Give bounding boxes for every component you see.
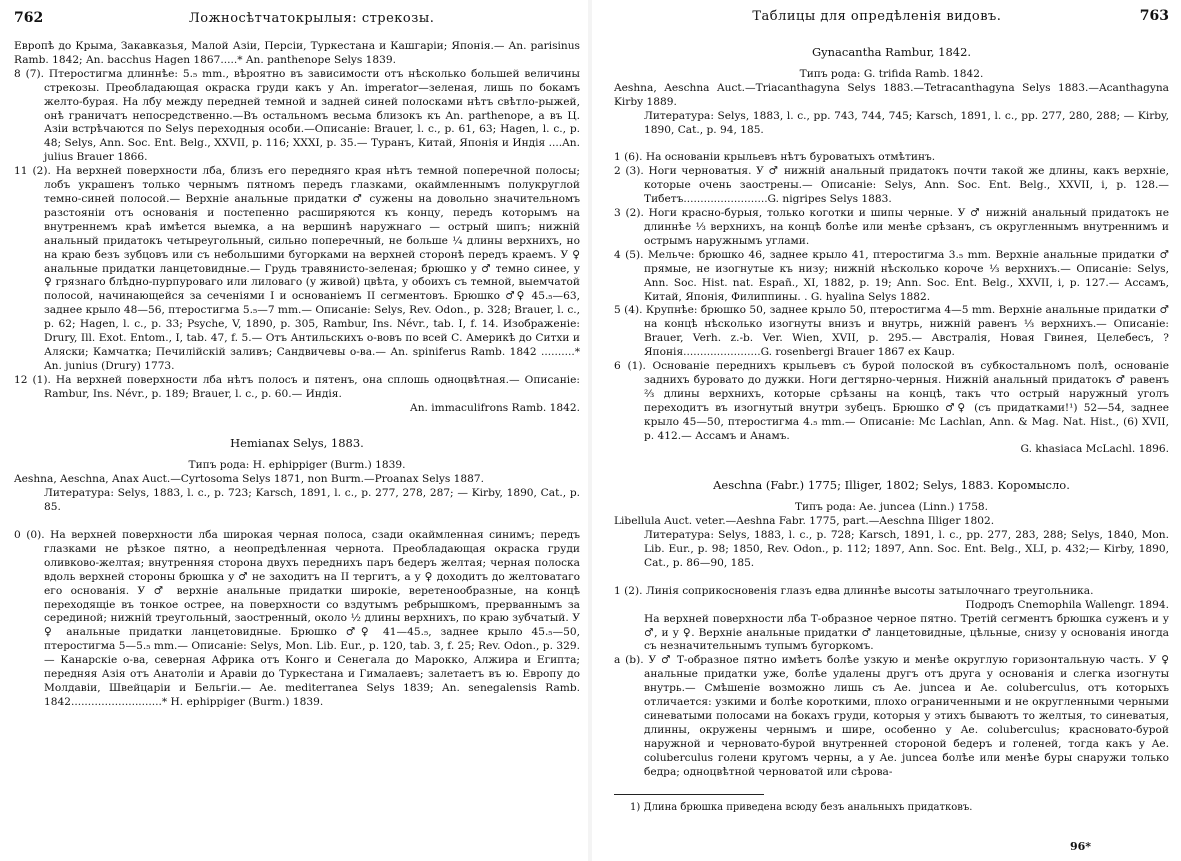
couplet-11: 11 (2). На верхней поверхности лба, близъ его передняго края нѣтъ темной поперечной полосы; лобъ украшенъ только чернымъ пятномъ передъ глазками, окаймленнымъ полукруглой темно-синей полосой.— Верхніе анальные придатки ♂ сужены на довольно значительномъ разстояніи отъ основанія и постепенно расширяются къ концу, передъ которымъ на внутреннемъ краѣ имѣется выемка, а на вершинѣ наружнаго — острый шипъ; нижній анальный придатокъ четыреугольный, сильно поперечный, не больше ¼ длины верхнихъ, но на краю безъ зубцовъ или съ небольшими бугорками на верхней сторонѣ передъ краемъ. У ♀ анальные придатки ланцетовидные.— Грудь травянисто-зеленая; брюшко у ♂ темно синее, у ♀ грязнаго блѣдно-пурпуроваго или лиловаго (у живой) цвѣта, у обоихъ съ темной, выемчатой полосой, начинающейся за сеченіями I и основаніемъ II сегментовъ. Брюшко ♂♀ 45.₅—63, заднее крыло 48—56, птеростигма 5.₅—7 mm.— Описаніе: Selys, Rev. Odon., p. 328; Brauer, l. c., p. 62; Hagen, l. c., p. 33; Psyche, V, 1890, p. 305, Rambur, Ins. Névr., tab. I, f. 14. Изображеніе: Drury, Ill. Exot. Entom., I, tab. 47, f. 5.— Отъ Антильскихъ о-вовъ по всей С. Америкѣ до Ситхи и Аляски; Камчатка; Печилійскій заливъ; Сандвичевы о-ва.— An. spiniferus Ramb. 1842 ..........* An. junius (Drury) 1773.: [14, 165, 580, 372]
couplet-a: a (b). У ♂ Т-образное пятно имѣетъ болѣе узкую и менѣе округлую горизонтальную часть. У ♀ анальные придатки уже, болѣе удалены другъ отъ друга у основанія и слегка изогнуты внутрь.— Смѣшеніе возможно лишь съ Ae. juncea и Ae. coluberculus, отъ которыхъ отличается: узкими и болѣе короткими, плохо ограниченными и не округленными черными синеватыми полосами на бокахъ груди, которыя у этихъ бываютъ то желтыя, то синеватыя, длинны, окружены чернымъ и шире, особенно у Ae. coluberculus; красновато-бурой наружной и черновато-бурой внутренней стороной бедеръ и голеней, тогда какъ у Ae. coluberculus голени кругомъ черны, а у Ae. juncea болѣе или менѣе буры снаружи только бедра; одноцвѣтной черноватой или сѣрова-: [614, 654, 1169, 778]
couplet-2: 2 (3). Ноги черноватыя. У ♂ нижній анальный придатокъ почти такой же длины, какъ верхніе, которые очень заострены.— Описаніе: Selys, Ann. Soc. Ent. Belg., XXVII, i, p. 128.— Тибетъ.........................G. nigripes Selys 1883.: [614, 165, 1169, 206]
text-paragraph: Европѣ до Крыма, Закавказья, Малой Азіи, Персіи, Туркестана и Кашгаріи; Японія.— An. parisinus Ramb. 1842; An. bacchus Hagen 1867.....* An. panthenope Selys 1839.: [14, 40, 580, 66]
genus-literature: Литература: Selys, 1883, l. c., pp. 743, 744, 745; Karsch, 1891, l. c., pp. 277, 280, 288; — Kirby, 1890, Cat., p. 94, 185.: [644, 109, 1169, 136]
signature-mark: 96*: [1069, 840, 1091, 853]
genus-heading-hemianax: Hemianax Selys, 1883.: [230, 436, 364, 451]
genus-literature: Литература: Selys, 1883, l. c., p. 723; Karsch, 1891, l. c., p. 277, 278, 287; — Kirby, 1890, Cat., p. 85.: [44, 487, 580, 514]
right-running-title: Таблицы для опредѣленія видовъ.: [752, 9, 1002, 24]
genus-synonymy: Aeshna, Aeschna Auct.—Triacanthagyna Selys 1883.—Tetracanthagyna Selys 1883.—Acanthagyna Kirby 1889.: [614, 81, 1169, 108]
genus-type: Типъ рода: Ae. juncea (Linn.) 1758.: [794, 501, 989, 514]
footnote-rule: [614, 794, 764, 795]
couplet-1: 1 (2). Линія соприкосновенія глазъ едва длиннѣе высоты затылочнаго треугольника.: [614, 584, 1094, 597]
right-running-head: [614, 8, 1169, 30]
species-name: G. khasiaca McLachl. 1896.: [1020, 443, 1169, 456]
left-page: [0, 0, 590, 861]
couplet-6: 6 (1). Основаніе переднихъ крыльевъ съ бурой полоской въ субкостальномъ полѣ, основаніе заднихъ буровато до дужки. Ноги дегтярно-черныя. Нижній анальный придатокъ ♂ равенъ ⅔ длины верхнихъ, которые срѣзаны на концѣ, такъ что острый наружный уголъ переходитъ въ изогнутый внутри зубецъ. Брюшко ♂♀ (съ придатками!¹) 52—54, заднее крыло 45—50, птеростигма 4.₅ mm.— Описаніе: Mc Lachlan, Ann. & Mag. Nat. Hist., (6) XVII, p. 412.— Ассамъ и Анамъ.: [614, 360, 1169, 442]
right-page: [592, 0, 1181, 861]
couplet-8: 8 (7). Птеростигма длиннѣе: 5.₅ mm., вѣроятно въ зависимости отъ нѣсколько большей величины стрекозы. Преобладающая окраска груди какъ у An. imperator—зеленая, лишь по бокамъ желто-бурая. На лбу между передней темной и задней синей полосками нѣтъ свѣтло-рыжей, онѣ граничатъ непосредственно.—Въ остальномъ весьма близокъ къ An. parthenope, а въ Ц. Азіи встрѣчаются по Selys переходныя особи.—Описаніе: Brauer, l. c., p. 61, 63; Hagen, l. c., p. 48; Selys, Ann. Soc. Ent. Belg., XXVII, p. 116; XXXI, p. 35.— Туранъ, Китай, Японія и Индія ....An. julius Brauer 1866.: [14, 67, 580, 164]
genus-synonymy: Aeshna, Aeschna, Anax Auct.—Cyrtosoma Selys 1871, non Burm.—Proanax Selys 1887.: [14, 473, 484, 486]
species-name: An. immaculifrons Ramb. 1842.: [410, 401, 580, 414]
genus-type: Типъ рода: H. ephippiger (Burm.) 1839.: [188, 459, 406, 472]
couplet-5: 5 (4). Крупнѣе: брюшко 50, заднее крыло 50, птеростигма 4—5 mm. Верхніе анальные придатки ♂ на концѣ нѣсколько изогнуты внизъ и внутрь, нижній равенъ ⅓ верхнихъ.— Описаніе: Brauer, Verh. z.-b. Ver. Wien, XVII, p. 295.— Австралія, Новая Гвинея, Целебесъ, ? Японія.......................G. rosenbergi Brauer 1867 ex Kaup.: [614, 304, 1170, 359]
subgenus-heading: Подродъ Cnemophila Wallengr. 1894.: [965, 598, 1169, 611]
couplet-1: 1 (6). На основаніи крыльевъ нѣтъ буроватыхъ отмѣтинъ.: [614, 151, 936, 164]
left-running-title: Ложносѣтчатокрылыя: стрекозы.: [188, 11, 435, 26]
couplet-3: 3 (2). Ноги красно-бурыя, только коготки и шипы черные. У ♂ нижній анальный придатокъ не длиннѣе ⅓ верхнихъ, на концѣ болѣе или менѣе срѣзанъ, съ округленнымъ внутреннимъ и острымъ наружнымъ углами.: [614, 207, 1169, 247]
genus-heading-aeschna: Aeschna (Fabr.) 1775; Illiger, 1802; Selys, 1883. Коромысло.: [713, 478, 1070, 493]
genus-literature: Литература: Selys, 1883, l. c., p. 728; Karsch, 1891, l. c., pp. 277, 283, 288; Selys, 1840, Mon. Lib. Eur., p. 98; 1850, Rev. Odon., p. 112; 1897, Ann. Soc. Ent. Belg., XLI, p. 432;— Kirby, 1890, Cat., p. 86—90, 185.: [644, 529, 1169, 569]
genus-heading-gynacantha: Gynacantha Rambur, 1842.: [811, 45, 972, 59]
subgenus-description: На верхней поверхности лба Т-образное черное пятно. Третій сегментъ брюшка суженъ и у ♂, и у ♀. Верхніе анальные придатки ♂ ланцетовидные, цѣльные, снизу у основанія иногда съ незначительнымъ тупымъ бугоркомъ.: [644, 612, 1169, 653]
genus-synonymy: Libellula Auct. veter.—Aeshna Fabr. 1775, part.—Aeschna Illiger 1802.: [614, 515, 995, 528]
couplet-12: 12 (1). На верхней поверхности лба нѣтъ полосъ и пятенъ, она сплошь одноцвѣтная.— Описаніе: Rambur, Ins. Névr., p. 189; Brauer, l. c., p. 60.— Индія.: [14, 373, 580, 400]
left-running-head: [14, 10, 580, 32]
footnote: 1) Длина брюшка приведена всюду безъ анальныхъ придатковъ.: [630, 801, 973, 813]
left-page-number: 762: [14, 10, 44, 26]
couplet-4: 4 (5). Мельче: брюшко 46, заднее крыло 41, птеростигма 3.₅ mm. Верхніе анальные придатки ♂ прямые, не изогнутые къ низу; нижній нѣсколько короче ⅓ верхнихъ.— Описаніе: Selys, Ann. Soc. Hist. nat. Españ., XI, 1882, p. 19; Ann. Soc. Ent. Belg., XXVII, i, p. 127.— Ассамъ, Китай, Японія, Филиппины. . G. hyalina Selys 1882.: [614, 248, 1169, 303]
couplet-0: 0 (0). На верхней поверхности лба широкая черная полоса, сзади окаймленная синимъ; передъ глазками не рѣзкое пятно, а неопредѣленная чернота. Преобладающая окраска груди оливково-желтая; внутренняя сторона двухъ переднихъ паръ бедеръ желтая; черная полоска вдоль верхней стороны брюшка у ♂ не заходитъ на II тергитъ, а у ♀ доходитъ до желтоватаго его основанія. У ♂ верхніе анальные придатки широкіе, веретенообразные, на концѣ переходящіе въ тонкое острее, на поверхности со вздутымъ ребрышкомъ, прерваннымъ за серединой; нижній треугольный, заостренный, около ½ длины верхнихъ, по краю зубчатый. У ♀ анальные придатки ланцетовидные. Брюшко ♂♀ 41—45.₅, заднее крыло 45.₅—50, птеростигма 5—5.₅ mm.— Описаніе: Selys, Mon. Lib. Eur., p. 120, tab. 3, f. 25; Rev. Odon., p. 329.— Канарскіе о-ва, северная Африка отъ Конго и Сенегала до Марокко, Алжира и Египта; передняя Азія отъ Анатоліи и Аравіи до Туркестана и Гималаевъ; залетаетъ въ ю. Европу до Молдавіи, Швейцаріи и Бельгіи.— Ae. mediterranea Selys 1839; An. senegalensis Ramb. 1842...........................* H. ephippiger (Burm.) 1839.: [14, 529, 580, 708]
genus-type: Типъ рода: G. trifida Ramb. 1842.: [799, 67, 984, 80]
right-page-number: 763: [1139, 8, 1169, 24]
